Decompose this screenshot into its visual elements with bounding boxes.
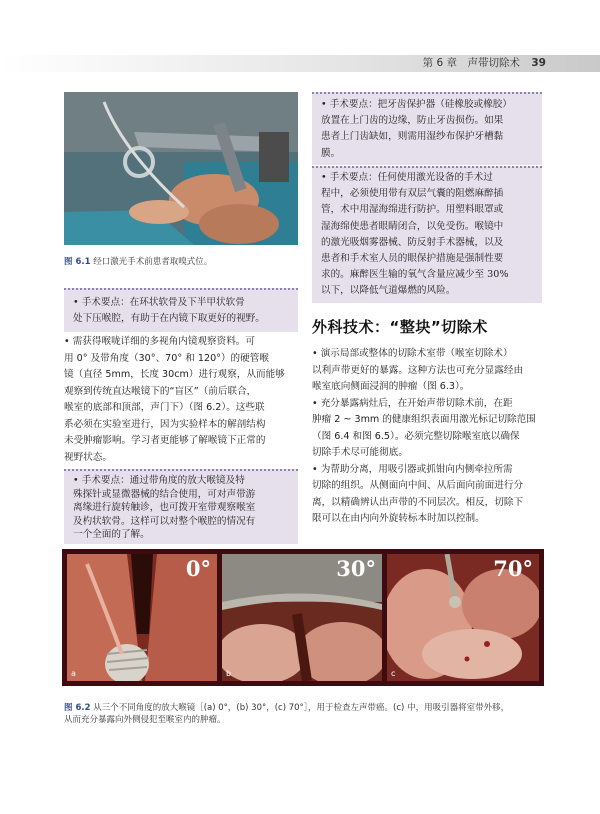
body-line: 镜（直径 5mm，长度 30cm）进行观察，从而能够	[64, 369, 285, 380]
body-line: （图 6.4 和图 6.5）。必须完整切除喉室底以确保	[312, 430, 520, 442]
right-tip-box-2	[312, 166, 542, 303]
tip-line: 求的。麻醉医生输的氧气含量应减少至 30%	[321, 269, 509, 281]
right-tip-box-1	[312, 92, 542, 165]
body-line: 限可以在由内向外旋转标本时加以控制。	[312, 513, 485, 524]
figure-6-2-caption	[64, 702, 546, 726]
caption-line: 从三个不同角度的放大喉镜［(a) 0°，(b) 30°，(c) 70°］，用于检查左声带癌。(c) 中，用吸引器将室带外移，	[93, 703, 510, 713]
tip-line: 湿海绵使患者眼睛闭合，以免受伤。喉镜中	[321, 220, 504, 232]
panel-letter: b	[226, 669, 232, 678]
running-header	[423, 55, 546, 70]
tip-line: 离缘进行旋转触诊，也可拨开室带观察喉室	[73, 502, 256, 513]
figure-6-2-panel-b	[222, 554, 382, 681]
panel-letter: c	[391, 669, 396, 678]
left-tip-box-2	[64, 469, 298, 544]
figure-6-1-caption	[64, 256, 298, 268]
section-title: 外科技术：“整块”切除术	[312, 318, 488, 336]
tip-line: 膜。	[321, 147, 341, 159]
body-line: 用 0° 及带角度（30°、70° 和 120°）的硬管喉	[64, 352, 269, 364]
caption-line: 从而充分暴露向外侧侵犯至喉室内的肿瘤。	[64, 715, 226, 725]
figure-6-2-panel-c	[387, 554, 539, 681]
tip-line: 患者上门齿缺如，则需用湿纱布保护牙槽黏	[321, 131, 504, 143]
tip-line: 一个全面的了解。	[73, 529, 150, 540]
tip-line: 放置在上门齿的边缘，防止牙齿损伤。如果	[321, 115, 504, 127]
body-line: 喉室的底部和顶部，声门下）（图 6.2）。这些联	[64, 402, 265, 413]
body-line: 系必须在实验室进行，因为实验样本的解剖结构	[64, 418, 266, 430]
body-line: • 为帮助分离，用吸引器或抓钳向内侧牵拉所需	[312, 463, 513, 475]
body-line: • 演示局部或整体的切除术室带（喉室切除术）	[312, 348, 513, 359]
figure-6-1-label: 图 6.1	[64, 257, 91, 267]
body-line: 以利声带更好的暴露。这种方法也可充分显露经由	[312, 364, 524, 376]
panel-angle-label: 0°	[185, 556, 211, 581]
right-body-text	[312, 346, 544, 528]
page-number: 39	[531, 57, 546, 69]
body-line: 喉室底向侧面浸润的肿瘤（图 6.3）。	[312, 381, 470, 392]
tip-line: 及杓状软骨。这样可以对整个喉腔的情况有	[73, 515, 256, 527]
tip-line: 患者和手术室人员的眼保护措施是强制性要	[321, 253, 504, 265]
figure-6-2-panel-a	[67, 554, 217, 681]
body-line: • 需获得喉咙详细的多视角内镜观察资料。可	[64, 336, 255, 347]
figure-6-2-strip	[62, 549, 544, 686]
figure-6-1-photo	[64, 92, 298, 245]
body-line: 离，以精确辨认出声带的不同层次。相反，切除下	[312, 496, 524, 508]
tip-line: 殊探针或显微器械的结合使用，可对声带游	[73, 488, 256, 500]
left-body-text	[64, 334, 300, 466]
body-line: 切除手术尽可能彻底。	[312, 447, 408, 458]
tip-line: • 手术要点：通过带角度的放大喉镜及特	[73, 475, 245, 486]
body-line: 肿瘤 2 ~ 3mm 的健康组织表面用激光标记切除范围	[312, 414, 536, 425]
chapter-title: 第 6 章 声带切除术	[422, 57, 521, 69]
body-line: 视野状态。	[64, 451, 112, 463]
panel-angle-label: 70°	[493, 556, 533, 581]
tip-line: 以下，以降低气道爆燃的风险。	[321, 285, 456, 297]
body-line: 未受肿瘤影响。学习者更能够了解喉镜下正常的	[64, 435, 266, 446]
panel-letter: a	[71, 669, 76, 678]
tip-line: 处下压喉腔，有助于在内镜下取更好的视野。	[73, 313, 265, 325]
tip-line: • 手术要点：任何使用激光设备的手术过	[321, 172, 493, 183]
panel-angle-label: 30°	[336, 556, 376, 581]
body-line: 切除的组织。从侧面向中间、从后面向前面进行分	[312, 480, 524, 491]
left-tip-box-1	[64, 288, 298, 332]
tip-line: • 手术要点：在环状软骨及下半甲状软骨	[73, 297, 245, 308]
figure-6-2-label: 图 6.2	[64, 703, 91, 713]
body-line: 观察到传统直达喉镜下的“盲区”（前后联合，	[64, 385, 257, 397]
tip-line: 程中，必须使用带有双层气囊的阻燃麻醉插	[321, 188, 504, 200]
tip-line: 的激光吸烟雾器械、防反射手术器械，以及	[321, 236, 504, 248]
tip-line: 管，术中用湿海绵进行防护。用塑料眼罩或	[321, 204, 504, 216]
figure-6-1-caption-text: 经口激光手术前患者取嗅式位。	[93, 257, 213, 267]
body-line: • 充分暴露病灶后，在开始声带切除术前，在距	[312, 397, 513, 409]
tip-line: • 手术要点：把牙齿保护器（硅橡胶或橡胶）	[321, 99, 512, 110]
